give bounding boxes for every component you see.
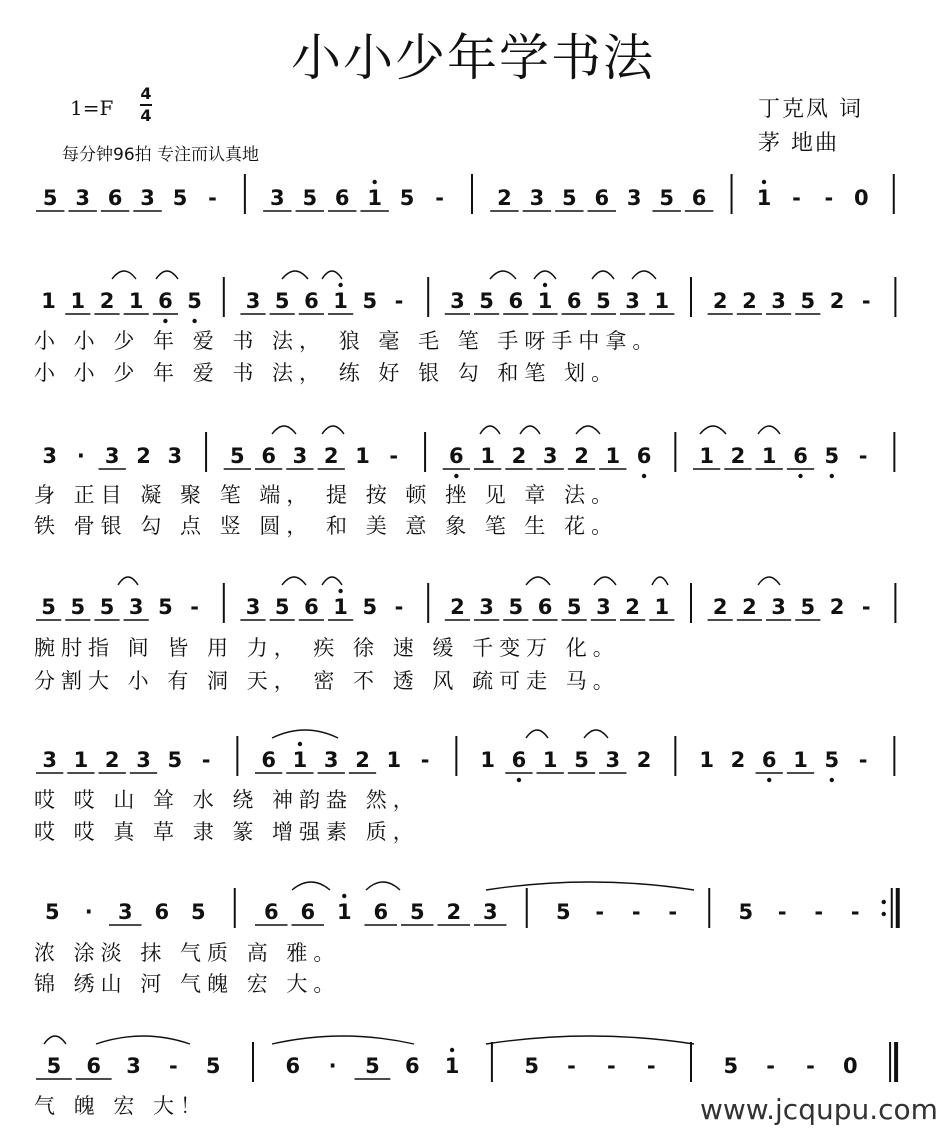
slur-arc — [272, 730, 338, 738]
note-dash: - — [777, 900, 787, 924]
note-6: 6 — [261, 748, 276, 772]
octave-down-dot — [163, 319, 167, 323]
octave-up-dot — [762, 180, 766, 184]
slur-arc — [486, 1036, 694, 1044]
note-2: 2 — [446, 900, 462, 924]
note-dash: - — [858, 748, 868, 772]
note-dash: - — [806, 1054, 815, 1078]
octave-up-dot — [338, 283, 342, 287]
octave-up-dot — [338, 589, 342, 593]
note-1: 1 — [128, 289, 144, 313]
lyric-line: 小 小 少 年 爱 书 法， 狼 毫 毛 笔 手呀手中拿。 — [34, 329, 660, 353]
note-5: 5 — [230, 444, 245, 468]
note-3: 3 — [450, 289, 465, 313]
note-2: 2 — [625, 595, 640, 619]
watermark: www.jcqupu.com — [700, 1093, 938, 1126]
note-dash: - — [595, 900, 605, 924]
slur-arc — [632, 271, 656, 279]
octave-down-dot — [830, 778, 834, 782]
note-1: 1 — [333, 289, 348, 313]
slur-arc — [112, 271, 136, 279]
slur-arc — [486, 882, 694, 890]
slur-arc — [526, 577, 550, 585]
note-2: 2 — [829, 289, 845, 313]
note-5: 5 — [659, 186, 674, 210]
note-dash: - — [861, 595, 871, 619]
note-dash: - — [766, 1054, 775, 1078]
note-6: 6 — [373, 900, 389, 924]
note-6: 6 — [158, 289, 173, 313]
note-3: 3 — [126, 1054, 141, 1078]
note-3: 3 — [771, 289, 786, 313]
note-2: 2 — [712, 289, 728, 313]
slur-arc — [272, 1036, 414, 1044]
note-5: 5 — [302, 186, 318, 210]
note-5: 5 — [167, 748, 183, 772]
slur-arc — [534, 271, 556, 279]
note-2: 2 — [323, 444, 339, 468]
note-6: 6 — [285, 1054, 301, 1078]
note-dash: - — [668, 900, 678, 924]
note-5: 5 — [172, 186, 188, 210]
note-dash: - — [567, 1054, 576, 1078]
note-1: 1 — [70, 289, 86, 313]
lyric-line: 哎 哎 山 耸 水 绕 神韵盎 然， — [34, 788, 420, 812]
note-1: 1 — [480, 748, 495, 772]
note-5: 5 — [274, 595, 290, 619]
slur-arc — [592, 271, 614, 279]
note-5: 5 — [399, 186, 415, 210]
note-2: 2 — [497, 186, 512, 210]
lyric-line: 浓 涂淡 抹 气质 高 雅。 — [34, 941, 341, 965]
note-3: 3 — [323, 748, 339, 772]
note-5: 5 — [274, 289, 290, 313]
lyric-line: 锦 绣山 河 气魄 宏 大。 — [34, 972, 341, 996]
note-6: 6 — [154, 900, 170, 924]
note-dash: - — [858, 444, 868, 468]
note-6: 6 — [537, 595, 553, 619]
octave-down-dot — [767, 778, 771, 782]
note-6: 6 — [761, 748, 777, 772]
note-2: 2 — [730, 444, 746, 468]
note-5: 5 — [824, 444, 840, 468]
note-5: 5 — [205, 1054, 221, 1078]
note-3: 3 — [42, 748, 57, 772]
octave-up-dot — [342, 894, 346, 898]
slur-arc — [526, 730, 548, 738]
note-dash: - — [824, 186, 834, 210]
note-3: 3 — [117, 900, 133, 924]
lyricist-credit: 丁克凤 词 — [758, 97, 863, 122]
repeat-dot — [882, 900, 886, 904]
note-dash: - — [190, 595, 199, 619]
slur-arc — [322, 577, 342, 585]
note-dash: - — [646, 1054, 656, 1078]
note-1: 1 — [355, 444, 370, 468]
note-1: 1 — [756, 186, 772, 210]
note-5: 5 — [800, 289, 816, 313]
octave-up-dot — [450, 1048, 454, 1052]
repeat-dot — [882, 912, 886, 916]
lyric-line: 气 魄 宏 大！ — [34, 1094, 208, 1118]
note-6: 6 — [511, 748, 527, 772]
note-5: 5 — [362, 595, 378, 619]
note-3: 3 — [542, 444, 558, 468]
note-2: 2 — [450, 595, 465, 619]
note-dot: · — [76, 444, 85, 468]
slur-arc — [758, 426, 780, 434]
note-1: 1 — [386, 748, 402, 772]
note-1: 1 — [654, 289, 670, 313]
note-3: 3 — [167, 444, 183, 468]
note-5: 5 — [365, 1054, 380, 1078]
note-1: 1 — [336, 900, 352, 924]
lyric-line: 小 小 少 年 爱 书 法， 练 好 银 勾 和笔 划。 — [34, 361, 619, 385]
note-1: 1 — [699, 444, 714, 468]
octave-up-dot — [543, 283, 547, 287]
note-5: 5 — [566, 595, 582, 619]
note-dash: - — [861, 289, 871, 313]
slur-arc — [118, 577, 138, 585]
note-6: 6 — [300, 900, 316, 924]
note-1: 1 — [699, 748, 714, 772]
note-1: 1 — [793, 748, 808, 772]
note-1: 1 — [444, 1054, 460, 1078]
slur-arc — [44, 1036, 66, 1044]
octave-down-dot — [192, 319, 196, 323]
note-3: 3 — [104, 444, 120, 468]
slur-arc — [652, 577, 668, 585]
octave-down-dot — [454, 474, 458, 478]
note-dash: - — [394, 595, 404, 619]
octave-down-dot — [798, 474, 802, 478]
lyric-line: 铁 骨银 勾 点 竖 圆， 和 美 意 象 笔 生 花。 — [34, 514, 619, 538]
note-dash: - — [792, 186, 801, 210]
note-2: 2 — [742, 595, 757, 619]
note-5: 5 — [70, 595, 86, 619]
note-5: 5 — [508, 595, 524, 619]
slur-arc — [322, 271, 342, 279]
note-dash: - — [435, 186, 444, 210]
note-5: 5 — [41, 595, 56, 619]
note-dash: - — [631, 900, 641, 924]
time-signature-bottom: 4 — [140, 106, 152, 125]
note-5: 5 — [479, 289, 494, 313]
composer-credit: 茅 地曲 — [758, 131, 839, 156]
note-dash: - — [169, 1054, 178, 1078]
note-2: 2 — [355, 748, 370, 772]
note-3: 3 — [245, 595, 261, 619]
note-1: 1 — [537, 289, 553, 313]
note-1: 1 — [367, 186, 382, 210]
note-3: 3 — [136, 748, 151, 772]
note-5: 5 — [99, 595, 115, 619]
key-signature: 1=F — [70, 96, 114, 120]
note-3: 3 — [75, 186, 90, 210]
note-5: 5 — [190, 900, 206, 924]
note-6: 6 — [404, 1054, 420, 1078]
slur-arc — [282, 577, 306, 585]
note-dash: - — [420, 748, 430, 772]
note-3: 3 — [128, 595, 144, 619]
note-1: 1 — [41, 289, 56, 313]
note-6: 6 — [304, 289, 319, 313]
note-5: 5 — [362, 289, 378, 313]
note-3: 3 — [626, 186, 642, 210]
note-6: 6 — [449, 444, 464, 468]
octave-up-dot — [298, 742, 302, 746]
slur-arc — [156, 271, 178, 279]
note-5: 5 — [44, 900, 60, 924]
slur-arc — [272, 426, 296, 434]
note-6: 6 — [334, 186, 350, 210]
note-dash: - — [394, 289, 404, 313]
note-6: 6 — [263, 900, 279, 924]
lyric-line: 哎 哎 真 草 隶 篆 增强素 质， — [34, 820, 420, 844]
slur-arc — [520, 426, 540, 434]
note-2: 2 — [636, 748, 652, 772]
note-3: 3 — [771, 595, 786, 619]
note-2: 2 — [104, 748, 120, 772]
note-2: 2 — [99, 289, 115, 313]
note-3: 3 — [482, 900, 498, 924]
note-dash: - — [850, 900, 860, 924]
note-2: 2 — [742, 289, 757, 313]
note-1: 1 — [73, 748, 89, 772]
note-5: 5 — [723, 1054, 739, 1078]
note-5: 5 — [800, 595, 816, 619]
tempo-marking: 每分钟96拍 专注而认真地 — [62, 145, 260, 165]
note-6: 6 — [86, 1054, 102, 1078]
note-5: 5 — [187, 289, 202, 313]
slur-arc — [292, 882, 330, 890]
note-5: 5 — [46, 1054, 62, 1078]
lyric-line: 分割大 小 有 洞 天， 密 不 透 风 疏可走 马。 — [34, 669, 620, 693]
note-5: 5 — [42, 186, 58, 210]
note-3: 3 — [529, 186, 545, 210]
slur-arc — [96, 1036, 190, 1044]
note-6: 6 — [304, 595, 319, 619]
note-dash: - — [814, 900, 824, 924]
page-title: 小小少年学书法 — [291, 29, 655, 87]
note-5: 5 — [555, 900, 571, 924]
note-5: 5 — [524, 1054, 540, 1078]
lyric-line: 腕肘指 间 皆 用 力， 疾 徐 速 缓 千变万 化。 — [34, 636, 620, 660]
note-3: 3 — [270, 186, 285, 210]
note-dash: - — [389, 444, 399, 468]
note-2: 2 — [136, 444, 151, 468]
note-6: 6 — [566, 289, 582, 313]
note-2: 2 — [829, 595, 845, 619]
note-5: 5 — [562, 186, 577, 210]
slur-arc — [282, 271, 308, 279]
note-dash: - — [208, 186, 217, 210]
note-2: 2 — [511, 444, 527, 468]
note-5: 5 — [738, 900, 754, 924]
note-dash: - — [201, 748, 211, 772]
note-2: 2 — [730, 748, 746, 772]
note-3: 3 — [245, 289, 261, 313]
note-5: 5 — [596, 289, 611, 313]
note-1: 1 — [605, 444, 621, 468]
time-signature-top: 4 — [140, 84, 152, 103]
note-1: 1 — [542, 748, 558, 772]
note-6: 6 — [508, 289, 524, 313]
note-0: 0 — [842, 1054, 858, 1078]
note-5: 5 — [824, 748, 840, 772]
slur-arc — [758, 577, 780, 585]
note-1: 1 — [292, 748, 308, 772]
slur-arc — [480, 426, 500, 434]
note-dot: · — [84, 900, 93, 924]
note-3: 3 — [605, 748, 621, 772]
note-3: 3 — [625, 289, 640, 313]
octave-down-dot — [517, 778, 521, 782]
note-5: 5 — [158, 595, 173, 619]
slur-arc — [594, 577, 616, 585]
note-6: 6 — [793, 444, 808, 468]
lyric-line: 身 正目 凝 聚 笔 端， 提 按 顿 挫 见 章 法。 — [34, 483, 619, 507]
note-3: 3 — [140, 186, 155, 210]
slur-arc — [490, 271, 516, 279]
note-6: 6 — [691, 186, 707, 210]
note-3: 3 — [479, 595, 494, 619]
note-1: 1 — [761, 444, 777, 468]
note-3: 3 — [42, 444, 57, 468]
slur-arc — [700, 426, 726, 434]
slur-arc — [366, 882, 400, 890]
slur-arc — [576, 426, 600, 434]
octave-down-dot — [642, 474, 646, 478]
note-1: 1 — [654, 595, 670, 619]
note-2: 2 — [574, 444, 589, 468]
note-6: 6 — [594, 186, 610, 210]
note-3: 3 — [292, 444, 308, 468]
note-1: 1 — [333, 595, 348, 619]
octave-up-dot — [372, 180, 376, 184]
note-2: 2 — [712, 595, 728, 619]
octave-down-dot — [830, 474, 834, 478]
note-0: 0 — [854, 186, 869, 210]
note-6: 6 — [636, 444, 652, 468]
note-3: 3 — [596, 595, 611, 619]
note-6: 6 — [107, 186, 123, 210]
slur-arc — [322, 426, 344, 434]
note-dash: - — [607, 1054, 616, 1078]
note-5: 5 — [409, 900, 425, 924]
note-dot: · — [328, 1054, 337, 1078]
note-5: 5 — [574, 748, 589, 772]
note-6: 6 — [261, 444, 276, 468]
note-1: 1 — [480, 444, 495, 468]
slur-arc — [584, 730, 608, 738]
